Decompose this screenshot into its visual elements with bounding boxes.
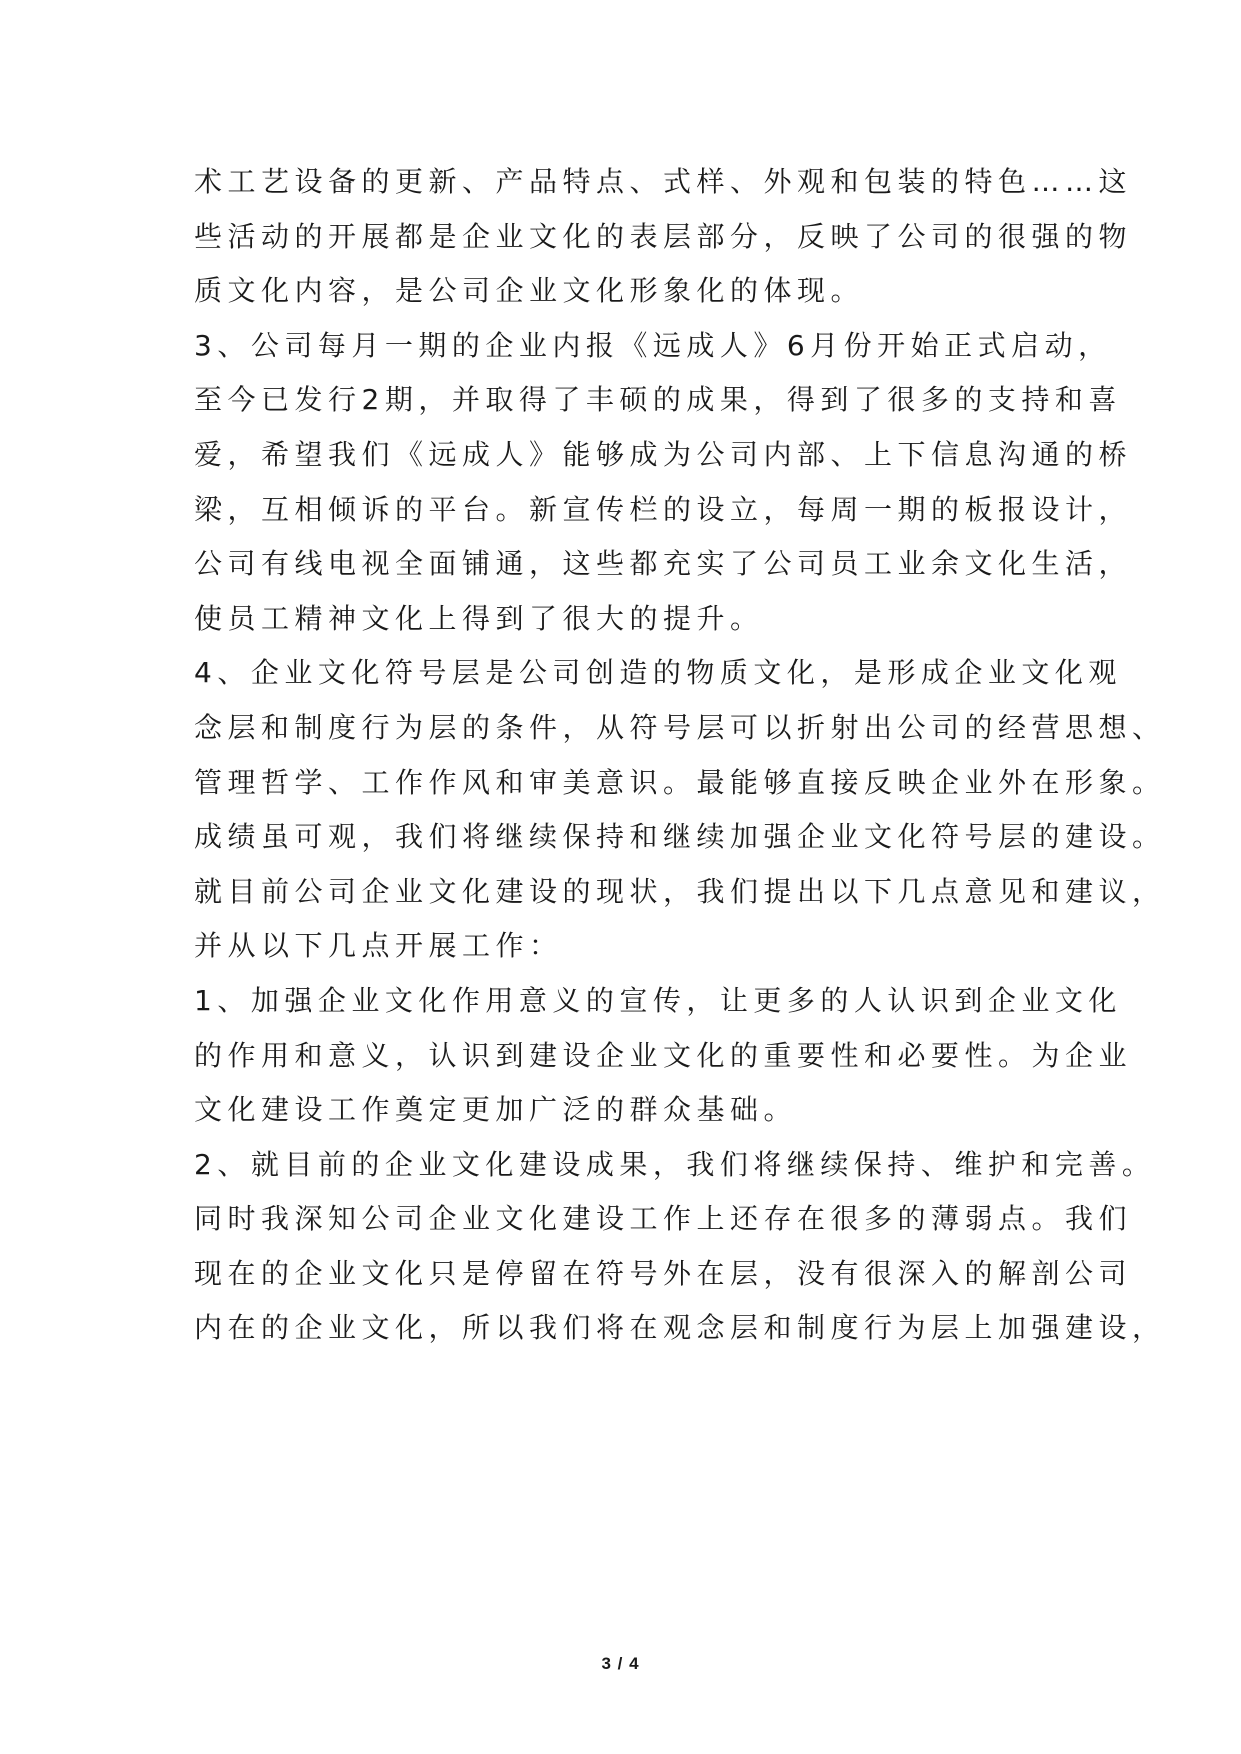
text-line-4: 3、公司每月一期的企业内报《远成人》6月份开始正式启动， <box>194 328 1112 362</box>
text-line-3: 质文化内容，是公司企业文化形象化的体现。 <box>194 274 865 308</box>
text-line-17: 的作用和意义，认识到建设企业文化的重要性和必要性。为企业 <box>194 1038 1133 1072</box>
text-line-1: 术工艺设备的更新、产品特点、式样、外观和包装的特色……这 <box>194 165 1133 198</box>
text-line-9: 使员工精神文化上得到了很大的提升。 <box>194 601 764 635</box>
text-line-22: 内在的企业文化，所以我们将在观念层和制度行为层上加强建设， <box>194 1311 1166 1345</box>
page-number: 3 / 4 <box>601 1654 640 1673</box>
text-line-10: 4、企业文化符号层是公司创造的物质文化，是形成企业文化观 <box>194 656 1122 690</box>
text-line-20: 同时我深知公司企业文化建设工作上还存在很多的薄弱点。我们 <box>194 1202 1133 1236</box>
text-line-2: 些活动的开展都是企业文化的表层部分，反映了公司的很强的物 <box>194 219 1133 253</box>
text-line-11: 念层和制度行为层的条件，从符号层可以折射出公司的经营思想、 <box>194 710 1166 744</box>
text-line-18: 文化建设工作奠定更加广泛的群众基础。 <box>194 1093 798 1127</box>
text-line-14: 就目前公司企业文化建设的现状，我们提出以下几点意见和建议， <box>194 874 1166 908</box>
text-line-8: 公司有线电视全面铺通，这些都充实了公司员工业余文化生活， <box>194 547 1133 581</box>
text-line-19: 2、就目前的企业文化建设成果，我们将继续保持、维护和完善。 <box>194 1147 1156 1181</box>
text-line-7: 梁，互相倾诉的平台。新宣传栏的设立，每周一期的板报设计， <box>194 492 1133 526</box>
text-line-21: 现在的企业文化只是停留在符号外在层，没有很深入的解剖公司 <box>194 1256 1133 1290</box>
text-line-15: 并从以下几点开展工作： <box>194 929 563 963</box>
text-line-5: 至今已发行2期，并取得了丰硕的成果，得到了很多的支持和喜 <box>194 383 1122 417</box>
text-line-12: 管理哲学、工作作风和审美意识。最能够直接反映企业外在形象。 <box>194 765 1166 799</box>
body-text <box>194 155 1166 1356</box>
text-line-16: 1、加强企业文化作用意义的宣传，让更多的人认识到企业文化 <box>194 983 1122 1017</box>
text-line-13: 成绩虽可观，我们将继续保持和继续加强企业文化符号层的建设。 <box>194 820 1166 854</box>
text-line-6: 爱，希望我们《远成人》能够成为公司内部、上下信息沟通的桥 <box>194 437 1133 471</box>
